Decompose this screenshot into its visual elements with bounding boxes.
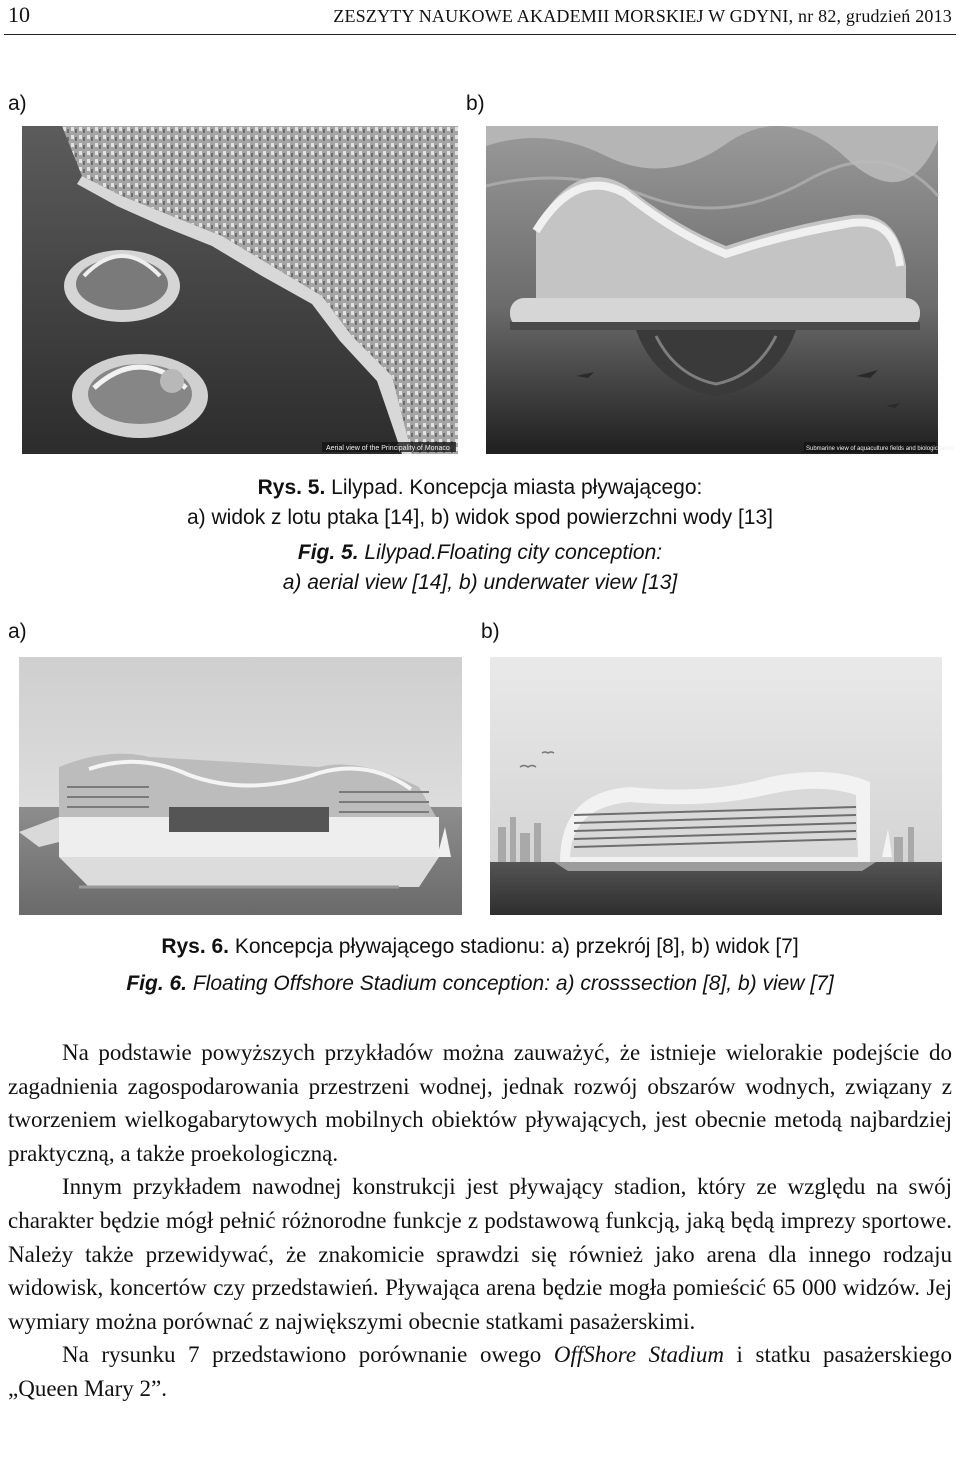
body-paragraph-3 <box>8 1338 952 1405</box>
fig5a-aerial-image <box>22 126 458 454</box>
fig6-caption-pl-text: Koncepcja pływającego stadionu: a) przekrój [8], b) widok [7] <box>229 935 799 958</box>
fig5-caption-en-prefix: Fig. 5. <box>297 541 359 564</box>
fig5b-underwater-image <box>486 126 955 454</box>
body-paragraph-1: Na podstawie powyższych przykładów można zauważyć, że istnieje wielorakie podejście do zagadnienia zagospodarowania przestrzeni wodnej, jednak rozwój obszarów wodnych, związany z tworzeniem wielkogabarytowych mobilnych obiektów pływających, jest obecnie metodą najbardziej praktyczną, a także proekologiczną. <box>8 1040 952 1166</box>
page-number: 10 <box>8 2 30 27</box>
fig6-caption-pl-prefix: Rys. 6. <box>161 935 230 958</box>
fig5-caption-en-text1: Lilypad.Floating city conception: <box>358 541 663 564</box>
fig5-caption-pl-line2: a) widok z lotu ptaka [14], b) widok spod powierzchni wody [13] <box>187 506 773 529</box>
fig6-label-b: b) <box>481 620 500 643</box>
fig6-caption-en-text: Floating Offshore Stadium conception: a) crosssection [8], b) view [7] <box>187 972 834 995</box>
body-p3-start: Na rysunku 7 przedstawiono porównanie owego <box>62 1342 554 1368</box>
fig6-label-a: a) <box>8 620 27 643</box>
fig5-caption <box>0 473 960 598</box>
body-p3-end: i statku pasażerskiego „Queen Mary 2”. <box>8 1342 952 1401</box>
fig6a-crosssection-image <box>19 657 462 915</box>
fig5-caption-pl-prefix: Rys. 5. <box>257 476 326 499</box>
fig6-caption-en <box>0 969 960 999</box>
fig5b-credit: Submarine view of aquaculture fields and biologic farms <box>806 446 955 452</box>
fig5-caption-pl-line1 <box>0 473 960 503</box>
journal-title: ZESZYTY NAUKOWE AKADEMII MORSKIEJ W GDYNI, nr 82, grudzień 2013 <box>333 6 952 26</box>
fig6b-view-image <box>490 657 942 915</box>
fig5-label-b: b) <box>466 92 485 115</box>
fig5-caption-pl-text1: Lilypad. Koncepcja miasta pływającego: <box>325 476 703 499</box>
page-header <box>0 0 960 40</box>
fig6-caption-pl <box>0 932 960 962</box>
body-text <box>8 1036 952 1406</box>
body-p3-italic: OffShore Stadium <box>553 1342 724 1368</box>
fig6-caption <box>0 932 960 999</box>
fig6-caption-en-prefix: Fig. 6. <box>126 972 188 995</box>
fig5-label-a: a) <box>8 92 27 115</box>
fig5-caption-en-line1 <box>0 538 960 568</box>
header-rule <box>4 34 956 35</box>
fig5-caption-en-line2: a) aerial view [14], b) underwater view [13] <box>282 571 678 594</box>
fig5a-credit: Aerial view of the Principality of Monaco <box>326 445 450 452</box>
body-paragraph-2: Innym przykładem nawodnej konstrukcji jest pływający stadion, który ze względu na swój charakter będzie mógł pełnić różnorodne funkcje z podstawową funkcją, jaką będą imprezy sportowe. Należy także przewidywać, że znakomicie sprawdzi się również jako arena dla innego rodzaju widowisk, koncertów czy przedstawień. Pływająca arena będzie mogła pomieścić 65 000 widzów. Jej wymiary można porównać z największymi obecnie statkami pasażerskimi. <box>8 1174 952 1334</box>
